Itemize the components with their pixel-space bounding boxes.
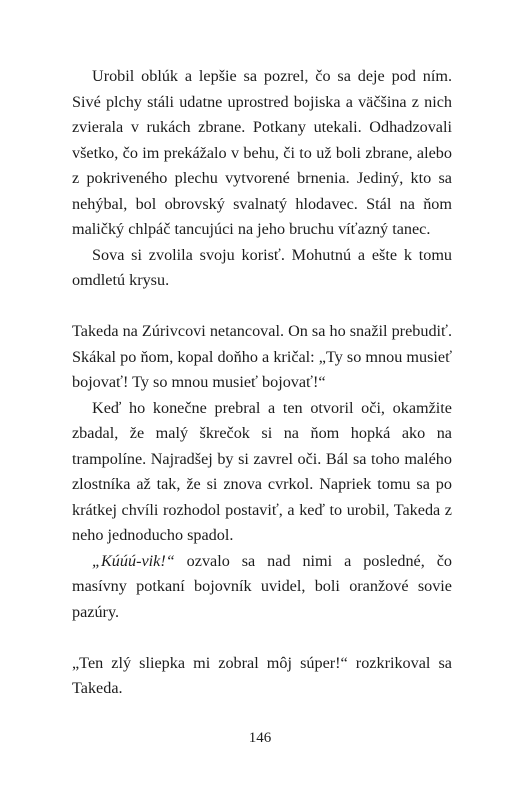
paragraph-rat-awakes: Keď ho konečne prebral a ten otvoril oči, okamžite zbadal, že malý škrečok si na ňom hopká ako na trampolíne. Najradšej by si zavrel oči. Bál sa toho malého zlostníka až tak, že si znova cvrkol. Napriek tomu sa po krátkej chvíli rozhodol postaviť, a keď to urobil, Takeda z neho jednoducho spadol. [72, 398, 452, 544]
page-number: 146 [248, 730, 272, 746]
paragraph-takeda-shout: „Ten zlý sliepka mi zobral môj súper!“ rozkrikoval sa Takeda. [72, 653, 452, 697]
paragraph-owl-prey: Sova si zvolila svoju korisť. Mohutnú a ešte k tomu omdletú krysu. [72, 245, 452, 289]
paragraph-owl-view: Urobil oblúk a lepšie sa pozrel, čo sa deje pod ním. Sivé plchy stáli udatne uprostred bojiska a väčšina z nich zvierala v rukách zbrane. Potkany utekali. Odhadzovali všetko, čo im prekážalo v behu, či to už boli zbrane, alebo z pokriveného plechu vytvorené brnenia. Jediný, kto sa nehýbal, bol obrovský svalnatý hlodavec. Stál na ňom maličký chlpáč tancujúci na jeho bruchu víťazný tanec. [72, 67, 452, 238]
body-text [72, 64, 452, 702]
owl-cry-rest: ozvalo sa nad nimi a posledné, čo masívny potkaní bojovník uvidel, boli oranžové sovie pazúry. [72, 551, 452, 621]
owl-cry-quote: „Kúúú-vik!“ [92, 551, 175, 570]
paragraph-takeda-wake: Takeda na Zúrivcovi netancoval. On sa ho snažil prebudiť. Skákal po ňom, kopal doňho a kričal: „Ty so mnou musieť bojovať! Ty so mnou musieť bojovať!“ [72, 322, 452, 391]
section-break [72, 294, 452, 320]
section-break [72, 625, 452, 651]
paragraph-owl-cry [72, 549, 452, 626]
